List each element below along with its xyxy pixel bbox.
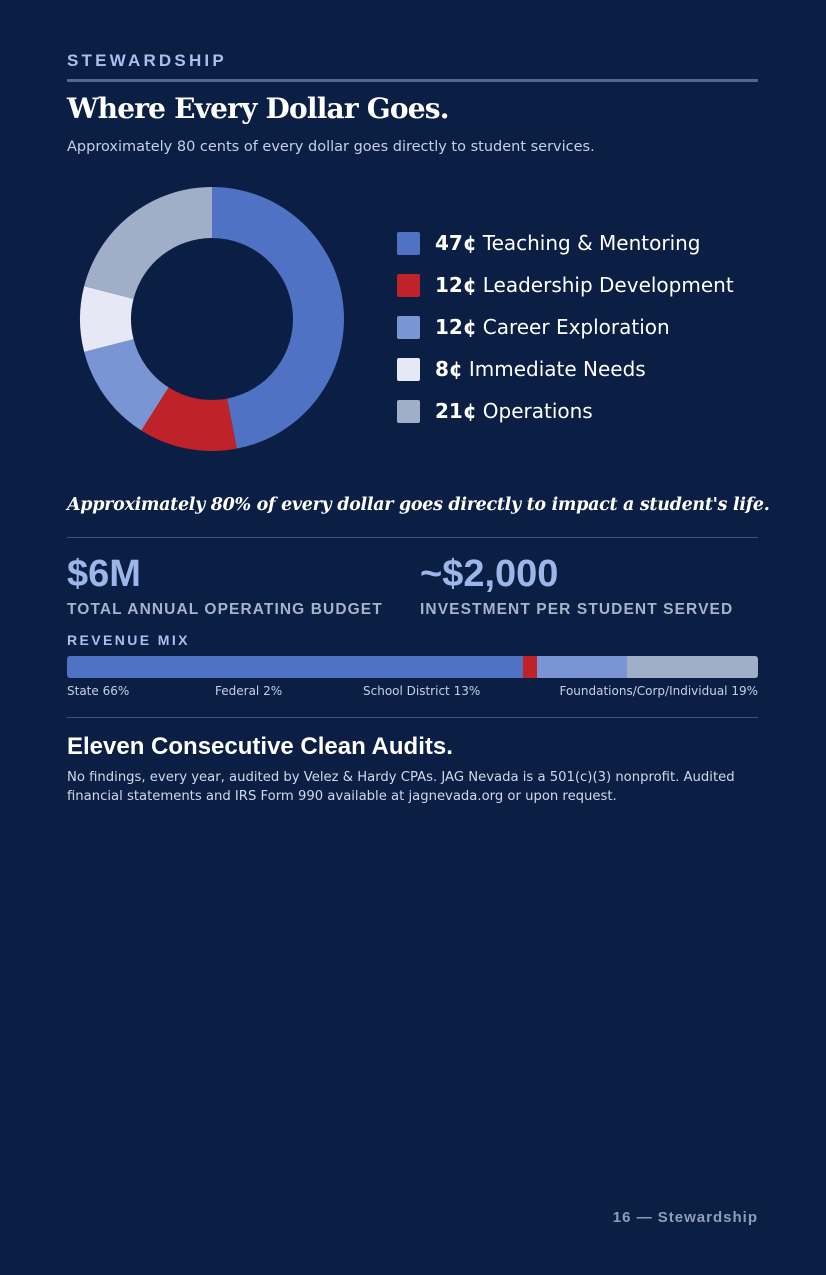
revenue-mix-labels — [67, 684, 758, 700]
legend-swatch — [397, 232, 420, 255]
legend-label: Career Exploration — [482, 315, 670, 339]
legend-value: 47¢ — [435, 231, 477, 255]
revenue-segment-state — [67, 656, 523, 678]
revenue-segment-label: Foundations/Corp/Individual 19% — [559, 684, 758, 698]
legend-swatch — [397, 316, 420, 339]
donut-slice-operations — [84, 187, 212, 299]
donut-legend — [397, 222, 734, 432]
revenue-mix-bar — [67, 656, 758, 678]
revenue-segment-foundations-corp-individual — [627, 656, 758, 678]
section-divider — [67, 537, 758, 538]
revenue-segment-label: School District 13% — [363, 684, 481, 698]
stat-label: TOTAL ANNUAL OPERATING BUDGET — [67, 601, 383, 618]
legend-label: Leadership Development — [482, 273, 734, 297]
stat-value: ~$2,000 — [420, 553, 559, 595]
pull-quote: Approximately 80% of every dollar goes directly to impact a student's life. — [67, 495, 770, 515]
section-divider — [67, 717, 758, 718]
legend-item — [397, 306, 734, 348]
legend-value: 12¢ — [435, 273, 477, 297]
legend-value: 21¢ — [435, 399, 477, 423]
legend-item — [397, 390, 734, 432]
legend-item — [397, 348, 734, 390]
allocation-donut-chart — [79, 186, 345, 452]
audit-title: Eleven Consecutive Clean Audits. — [67, 733, 453, 760]
stat-budget — [67, 552, 383, 619]
legend-item — [397, 222, 734, 264]
legend-swatch — [397, 400, 420, 423]
page-title: Where Every Dollar Goes. — [67, 92, 449, 125]
audit-body: No findings, every year, audited by Velez & Hardy CPAs. JAG Nevada is a 501(c)(3) nonprofit. Audited financial statements and IRS Form 990 available at jagnevada.org or upon request. — [67, 770, 735, 804]
legend-swatch — [397, 274, 420, 297]
stat-per-student — [420, 552, 733, 619]
revenue-segment-school-district — [537, 656, 627, 678]
revenue-segment-label: State 66% — [67, 684, 130, 698]
legend-swatch — [397, 358, 420, 381]
revenue-segment-label: Federal 2% — [215, 684, 283, 698]
revenue-mix-title: REVENUE MIX — [67, 632, 190, 648]
page-subtitle: Approximately 80 cents of every dollar goes directly to student services. — [67, 139, 595, 155]
stat-label: INVESTMENT PER STUDENT SERVED — [420, 601, 734, 618]
legend-item — [397, 264, 734, 306]
stat-value: $6M — [67, 553, 141, 595]
legend-label: Operations — [482, 399, 593, 423]
legend-value: 8¢ — [435, 357, 463, 381]
legend-label: Teaching & Mentoring — [482, 231, 701, 255]
donut-slice-teaching-mentoring — [212, 187, 344, 449]
section-eyebrow: STEWARDSHIP — [67, 51, 227, 70]
page-footer: 16 — Stewardship — [612, 1209, 758, 1226]
eyebrow-divider — [67, 79, 758, 82]
revenue-segment-federal — [523, 656, 537, 678]
legend-value: 12¢ — [435, 315, 477, 339]
legend-label: Immediate Needs — [468, 357, 646, 381]
